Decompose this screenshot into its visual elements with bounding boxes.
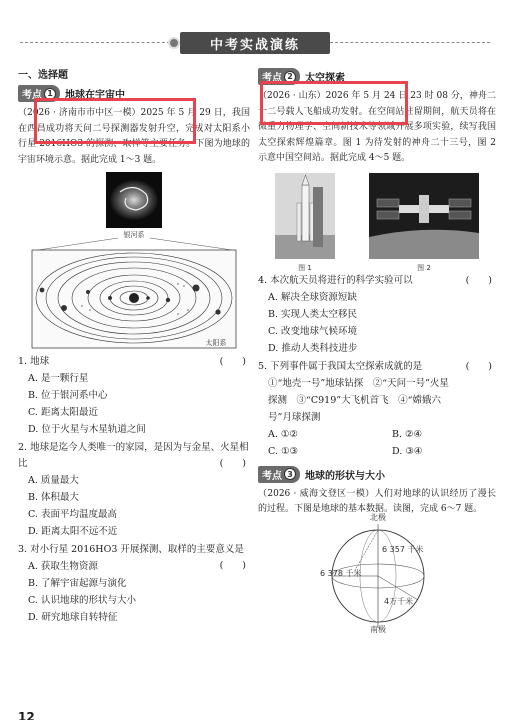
q2-option-a: A. 质量最大 <box>28 475 79 486</box>
q5-options-row-1 <box>258 426 496 443</box>
kd1-tag-label: 考点 <box>22 90 42 101</box>
q1-stem: 1. 地球 <box>18 356 50 367</box>
q5-option-a: A. ①② <box>268 428 298 440</box>
kd3-intro: （2026 · 威海文登区一模）人们对地球的认识经历了漫长的过程。下图是地球的基本数据。读图，完成 6～7 题。 <box>258 488 496 514</box>
banner-dot-icon <box>168 37 180 49</box>
question-5 <box>258 359 496 375</box>
page-banner <box>180 32 330 54</box>
question-4 <box>258 273 496 289</box>
kd3-header <box>258 466 496 483</box>
highlight-box-left <box>34 98 196 144</box>
q4-option-d: D. 推动人类科技进步 <box>268 342 358 354</box>
figure-1 <box>275 173 335 271</box>
figure-1-caption: 图 1 <box>298 263 312 272</box>
left-column <box>18 66 250 626</box>
space-station-photo <box>369 173 479 259</box>
space-figures <box>258 173 496 271</box>
circumference-label: 4万千米 <box>384 596 414 606</box>
question-2 <box>18 440 250 472</box>
globe-svg <box>258 520 496 632</box>
q4-option-a: A. 解决全球资源短缺 <box>268 291 357 303</box>
cosmic-environment-figure <box>18 172 250 352</box>
q5-option-c: C. ①③ <box>268 445 299 457</box>
highlight-box-right <box>260 81 408 125</box>
kd3-tag <box>258 466 300 483</box>
sun-icon <box>129 293 139 303</box>
q4-option-c: C. 改变地球气候环境 <box>268 325 357 337</box>
q5-option-b: B. ②④ <box>392 428 423 440</box>
south-pole-label: 南极 <box>370 624 386 634</box>
q5-option-d: D. ③④ <box>392 445 423 457</box>
kd2-tag-label: 考点 <box>262 73 282 84</box>
q3-stem: 3. 对小行星 2016HO3 开展探测、取样的主要意义是 <box>18 544 244 555</box>
kd2-title: 太空探索 <box>305 73 345 84</box>
q1-option-b: B. 位于银河系中心 <box>28 390 108 401</box>
figure-2 <box>369 173 479 271</box>
q3-option-a: A. 获取生物资源 <box>28 561 98 572</box>
banner-rule-left <box>20 42 180 43</box>
kd1-title: 地球在宇宙中 <box>65 90 125 101</box>
globe-figure <box>258 512 496 634</box>
q2-option-c: C. 表面平均温度最高 <box>28 509 117 520</box>
q5-stem: 5. 下列事件属于我国太空探索成就的是 <box>258 360 423 372</box>
q1-option-a: A. 是一颗行星 <box>28 373 89 384</box>
q3-option-d: D. 研究地球自转特征 <box>28 612 118 623</box>
kd1-intro: （2026 · 济南市市中区一模）2025 年 5 月 29 日，我国在西昌成功将天问二号探测器发射升空，完成对太阳系小行星 2016HO3 的探测、取样等主要任务。下图为地球的宇宙环境示意。据此完成 1～3 题。 <box>18 108 250 165</box>
q2-stem: 2. 地球是迄今人类唯一的家园，是因为与金星、火星相比 <box>18 442 249 469</box>
q1-option-c: C. 距离太阳最近 <box>28 407 98 418</box>
section-title: 一、选择题 <box>18 70 68 81</box>
kd3-number: 3 <box>284 468 296 480</box>
q3-option-c: C. 认识地球的形状与大小 <box>28 595 136 606</box>
cosmic-figure-svg <box>18 172 250 352</box>
north-pole-label: 北极 <box>370 512 386 522</box>
kd3-tag-label: 考点 <box>262 470 282 482</box>
q3-option-b: B. 了解宇宙起源与演化 <box>28 578 127 589</box>
galaxy-icon <box>110 180 158 220</box>
q1-answer-paren: ( ) <box>219 356 246 367</box>
solar-system-label: 太阳系 <box>205 339 227 347</box>
q5-options-row-2 <box>258 443 496 460</box>
question-1 <box>18 354 250 370</box>
equator-radius-label: 6 378 千米 <box>320 568 362 578</box>
q2-answer-paren: ( ) <box>219 458 246 469</box>
q1-option-d: D. 位于火星与木星轨道之间 <box>28 424 146 435</box>
q4-option-b: B. 实现人类太空移民 <box>268 308 358 320</box>
figure-2-caption: 图 2 <box>417 263 431 272</box>
q4-answer-paren: ( ) <box>465 274 492 286</box>
q5-answer-paren: ( ) <box>465 360 492 372</box>
q2-option-b: B. 体积最大 <box>28 492 80 503</box>
right-column <box>258 66 496 632</box>
polar-radius-label: 6 357 千米 <box>382 544 424 554</box>
kd2-intro: （2026 · 山东）2026 年 5 月 24 日 23 时 08 分，神舟二十二号载人飞船成功发射。在空间站驻留期间，航天员将在微重力物理学、空间新技术等领域开展多项实验，续写我国太空探索辉煌篇章。图 1 为待发射的神舟二十三号，图 2 示意中国空间站。据此完成 4～5 题。 <box>258 91 496 163</box>
rocket-photo <box>275 173 335 259</box>
banner-title: 中考实战演练 <box>209 37 300 53</box>
q2-option-d: D. 距离太阳不远不近 <box>28 526 118 537</box>
kd3-title: 地球的形状与大小 <box>305 470 385 482</box>
q3-answer-paren: ( ) <box>219 560 246 571</box>
banner-rule-right <box>330 42 490 43</box>
galaxy-label: 银河系 <box>123 231 145 239</box>
q5-line-3: 号”月球探测 <box>268 411 321 423</box>
rocket-icon <box>302 185 309 241</box>
page-number: 12 <box>18 710 35 720</box>
q5-line-2: 探测 ③“C919”大飞机首飞 ④“嫦娥六 <box>268 394 441 406</box>
q5-line-1: ①“地壳一号”地球钻探 ②“天问一号”火星 <box>268 377 449 389</box>
q4-stem: 4. 本次航天员将进行的科学实验可以 <box>258 274 413 286</box>
kd2-number: 2 <box>284 71 296 83</box>
kd1-number: 1 <box>44 88 56 100</box>
